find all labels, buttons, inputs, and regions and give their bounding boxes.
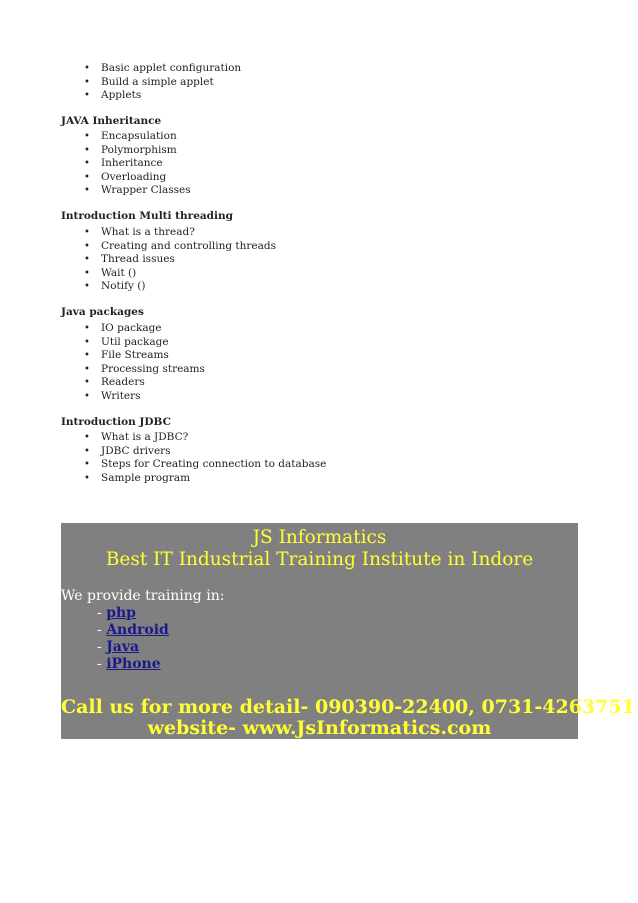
- list-item: • Wait (): [84, 267, 276, 281]
- list-item: • Build a simple applet: [84, 76, 241, 90]
- dash: -: [97, 622, 107, 638]
- banner-call-text: Call us for more detail- 090390-22400, 0731-4263751: [61, 696, 635, 718]
- list-item: • Overloading: [84, 171, 191, 185]
- course-item: [97, 639, 169, 656]
- course-links: [97, 605, 169, 673]
- list-item: • What is a JDBC?: [84, 431, 326, 445]
- section-heading-jdbc: Introduction JDBC: [61, 416, 171, 428]
- section-heading-inheritance: JAVA Inheritance: [61, 115, 162, 127]
- course-link-php[interactable]: php: [106, 605, 136, 621]
- course-item: [97, 622, 169, 639]
- packages-list: [84, 322, 205, 404]
- list-item: • Thread issues: [84, 253, 276, 267]
- list-item: • JDBC drivers: [84, 445, 326, 459]
- section-heading-packages: Java packages: [61, 306, 144, 318]
- applet-list: [84, 62, 241, 103]
- course-link-iphone[interactable]: iPhone: [106, 656, 161, 672]
- course-link-java[interactable]: Java: [106, 639, 140, 655]
- dash: -: [97, 639, 107, 655]
- list-item: • Basic applet configuration: [84, 62, 241, 76]
- banner-website-text: website- www.JsInformatics.com: [147, 717, 492, 739]
- promo-banner: [61, 523, 635, 739]
- list-item: • Sample program: [84, 472, 326, 486]
- list-item: • Inheritance: [84, 157, 191, 171]
- list-item: • Steps for Creating connection to database: [84, 458, 326, 472]
- course-item: [97, 605, 169, 622]
- list-item: • Readers: [84, 376, 205, 390]
- dash: -: [97, 656, 107, 672]
- list-item: • Encapsulation: [84, 130, 191, 144]
- course-link-android[interactable]: Android: [106, 622, 169, 638]
- list-item: • File Streams: [84, 349, 205, 363]
- dash: -: [97, 605, 107, 621]
- banner-title: JS Informatics: [252, 527, 387, 548]
- multithreading-list: [84, 226, 276, 294]
- list-item: • IO package: [84, 322, 205, 336]
- list-item: • Util package: [84, 336, 205, 350]
- list-item: • Applets: [84, 89, 241, 103]
- list-item: • Creating and controlling threads: [84, 240, 276, 254]
- list-item: • Polymorphism: [84, 144, 191, 158]
- list-item: • What is a thread?: [84, 226, 276, 240]
- inheritance-list: [84, 130, 191, 198]
- banner-provide-text: We provide training in:: [61, 588, 225, 604]
- list-item: • Notify (): [84, 280, 276, 294]
- course-item: [97, 656, 169, 673]
- section-heading-multithreading: Introduction Multi threading: [61, 210, 233, 222]
- list-item: • Wrapper Classes: [84, 184, 191, 198]
- jdbc-list: [84, 431, 326, 485]
- list-item: • Processing streams: [84, 363, 205, 377]
- list-item: • Writers: [84, 390, 205, 404]
- banner-subtitle: Best IT Industrial Training Institute in Indore: [105, 549, 534, 570]
